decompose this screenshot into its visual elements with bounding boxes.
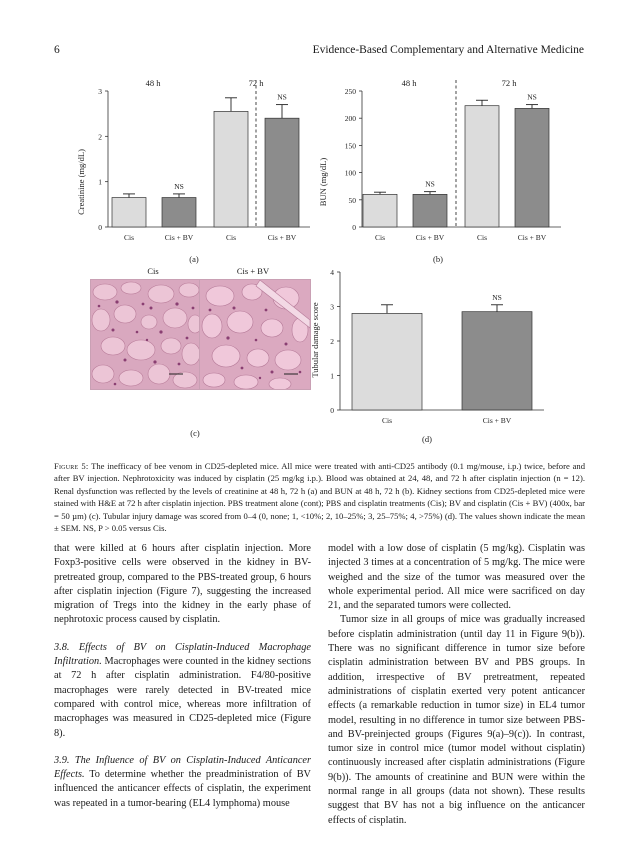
section-3-8-body: Macrophages were counted in the kidney sections at 72 h after cisplatin administration. F4/80-positive macrophages were rarely detected in BV-treated mice compared with control mice, whereas more infiltration of macrophages was measured in CD25-depleted mice (Figure 8). (54, 656, 311, 739)
chart-a-period-48: 48 h (145, 78, 161, 88)
section-3-9-body: To determine whether the preadministration of BV influenced the anticancer effects of cisplatin, the experiment was repeated in a tumor-bearing (EL4 lymphoma) mouse (54, 769, 311, 809)
x-tick-label-b: Cis + BV (415, 233, 445, 242)
chart-b-panel-label: (b) (433, 254, 443, 264)
left-para-1: that were killed at 6 hours after cisplatin injection. More Foxp3-positive cells were observed in the kidney in BV-pretreated group, compared to the PBS-treated group, 6 hours after cisplatin injection (Figure 7), suggesting the increased migration of Tregs into the kidney in the early phase of nephrotoxic process caused by cisplatin. (54, 543, 311, 626)
chart-a-panel-label: (a) (189, 254, 199, 264)
bar-a (162, 198, 196, 227)
y-tick-label-d: 0 (330, 406, 334, 415)
section-3-9 (54, 754, 311, 811)
x-tick-label-d: Cis (381, 416, 393, 425)
bun-chart (314, 72, 582, 268)
bar-b (515, 108, 549, 227)
caption-text: The inefficacy of bee venom in CD25-depleted mice. All mice were treated with anti-CD25 antibody (0.1 mg/mouse, i.p.) twice, before and after BV injection. Nephrotoxicity was induced by cisplatin (25 mg/kg i.p.). Blood was obtained at 24, 48, and 72 h after cisplatin injection (n = 12). Renal dysfunction was reflected by the levels of creatinine at 48 h, 72 h (a) and BUN at 48 h, 72 h (b). Kidney sections from CD25-depleted mice were stained with H&E at 72 h after cisplatin injection. PBS treatment alone (cont); PBS and cisplatin treatments (Cis); BV and cisplatin (Cis + BV) (400x, bar = 50 µm) (c). Tubular injury damage was scored from 0–4 (0, none; 1, <10%; 2, 10–25%; 3, 25–75%; 4, >75%) (d). The values shown indicate the mean ± SEM. NS, P > 0.05 versus Cis. (54, 461, 585, 534)
section-3-8-title: 3.8. Effects of BV on Cisplatin-Induced Macrophage Infiltration. (54, 641, 311, 668)
ns-annotation-a: NS (277, 92, 287, 102)
chart-b-ylabel: BUN (mg/dL) (318, 157, 328, 207)
page-number: 6 (54, 44, 60, 56)
ns-annotation-a: NS (174, 181, 184, 191)
figure-caption (54, 460, 585, 534)
x-tick-label-a: Cis + BV (164, 233, 194, 242)
creatinine-chart (70, 72, 310, 268)
bar-b (413, 194, 447, 227)
chart-b-period-48: 48 h (401, 78, 417, 88)
right-column (328, 542, 585, 828)
y-tick-label-d: 2 (330, 337, 334, 346)
tubular-damage-chart (306, 262, 582, 452)
figure-label: Figure 5: (54, 461, 89, 471)
x-tick-label-a: Cis + BV (267, 233, 297, 242)
bar-a (112, 198, 146, 227)
y-tick-label-a: 1 (98, 177, 102, 187)
y-tick-label-b: 50 (348, 195, 356, 205)
y-tick-label-a: 0 (98, 223, 102, 232)
x-tick-label-b: Cis (476, 233, 488, 242)
ns-annotation-b: NS (425, 179, 435, 189)
y-tick-label-b: 250 (344, 87, 356, 96)
y-tick-label-d: 4 (330, 268, 334, 277)
y-tick-label-a: 3 (98, 87, 102, 96)
bar-b (465, 106, 499, 227)
chart-b-period-72: 72 h (501, 78, 517, 88)
bar-d (462, 312, 532, 410)
chart-a-ylabel: Creatinine (mg/dL) (76, 149, 86, 215)
y-tick-label-b: 100 (344, 168, 356, 178)
chart-d-ylabel: Tubular damage score (310, 302, 320, 378)
left-column (54, 542, 311, 811)
journal-title: Evidence-Based Complementary and Alternative Medicine (312, 44, 584, 56)
micrograph-cis (90, 279, 202, 390)
x-tick-label-b: Cis (374, 233, 386, 242)
ns-annotation-d: NS (492, 292, 502, 302)
x-tick-label-a: Cis (123, 233, 135, 242)
micrograph-cis-bv (199, 279, 311, 390)
x-tick-label-b: Cis + BV (517, 233, 547, 242)
bar-d (352, 313, 422, 410)
right-para-2: Tumor size in all groups of mice was gradually increased before cisplatin administration (until day 11 in Figure 9(b)). There was no significant difference in tumor size before cisplatin administration between BV and PBS groups. In addition, irrespective of BV pretreatment, repeated administrations of cisplatin exerted very potent anticancer effects (a remarkable reduction in tumor size) in EL4 tumor model, resulting in no difference in tumor size between PBS- and BV-preinjected groups (Figures 9(a)–9(c)). In contrast, tumor size in control mice (tumor model without cisplatin) continuously increased after cisplatin administrations (Figure 9(b)). The amounts of creatinine and BUN were within the normal range in all groups (data not shown). These results suggest that BV has not a big influence on the anticancer effects of cisplatin. (328, 614, 585, 826)
bar-b (363, 194, 397, 227)
right-para-1: model with a low dose of cisplatin (5 mg/kg). Cisplatin was injected 3 times at a concentration of 5 mg/kg. The mice were weighed and the size of the tumor was measured over the whole experimental period. All mice were sacrificed on day 21, and the separated tumors were collected. (328, 543, 585, 612)
panel-c-label: (c) (190, 428, 200, 438)
chart-a-period-72: 72 h (248, 78, 264, 88)
y-tick-label-b: 150 (344, 141, 356, 151)
y-tick-label-d: 1 (330, 371, 334, 381)
bar-a (265, 118, 299, 227)
y-tick-label-b: 0 (352, 223, 356, 232)
y-tick-label-d: 3 (330, 302, 334, 312)
y-tick-label-a: 2 (98, 132, 102, 142)
section-3-8 (54, 641, 311, 741)
bar-a (214, 111, 248, 227)
ns-annotation-b: NS (527, 92, 537, 102)
chart-d-panel-label: (d) (422, 434, 432, 444)
micrograph-cisbv-title: Cis + BV (236, 266, 270, 276)
section-3-9-title: 3.9. The Influence of BV on Cisplatin-Induced Anticancer Effects. (54, 754, 311, 781)
y-tick-label-b: 200 (344, 114, 356, 124)
x-tick-label-a: Cis (225, 233, 237, 242)
x-tick-label-d: Cis + BV (482, 416, 512, 425)
micrograph-cis-title: Cis (147, 266, 159, 276)
